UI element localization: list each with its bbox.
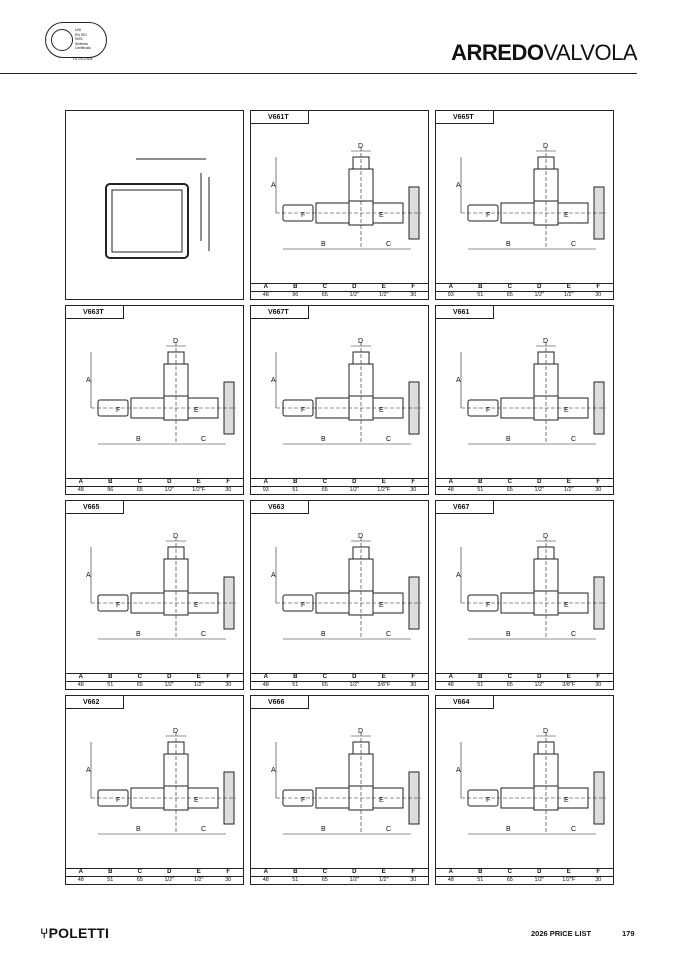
valve-drawing xyxy=(436,501,615,691)
product-panel-v662 xyxy=(65,695,244,885)
dimension-value: 48 xyxy=(66,682,96,690)
dimension-value: 65 xyxy=(125,877,155,885)
dimension-label-a: A xyxy=(271,767,276,774)
dimension-value: 51 xyxy=(466,877,496,885)
dimension-value: 51 xyxy=(96,682,126,690)
dimension-header: F xyxy=(399,479,429,487)
dimension-label-a: A xyxy=(271,182,276,189)
dimension-table xyxy=(66,478,243,494)
dimension-table xyxy=(436,673,613,689)
dimension-value: 65 xyxy=(495,292,525,300)
cert-number: TS 29-2301 xyxy=(72,56,93,61)
dimension-header: A xyxy=(251,284,281,292)
dimension-label-f: F xyxy=(116,797,121,804)
dimension-header: C xyxy=(125,674,155,682)
dimension-label-e: E xyxy=(564,212,569,219)
product-code: V661 xyxy=(436,306,494,319)
header-divider xyxy=(0,73,637,74)
dimension-header: D xyxy=(340,479,370,487)
dimension-value: 30 xyxy=(214,877,244,885)
dimension-header: E xyxy=(554,284,584,292)
dimension-label-b: B xyxy=(506,436,511,443)
dimension-header: D xyxy=(155,479,185,487)
product-code: V664 xyxy=(436,696,494,709)
dimension-label-b: B xyxy=(136,631,141,638)
dimension-value: 51 xyxy=(466,487,496,495)
footer-price-list: 2026 PRICE LIST xyxy=(531,929,592,938)
dimension-header: D xyxy=(155,674,185,682)
dimension-table xyxy=(251,673,428,689)
dimension-value: 48 xyxy=(436,487,466,495)
dimension-value: 1/2" xyxy=(369,292,399,300)
dimension-header: E xyxy=(554,674,584,682)
dimension-header: A xyxy=(436,284,466,292)
dimension-header: E xyxy=(369,284,399,292)
dimension-header: C xyxy=(495,284,525,292)
dimension-header: A xyxy=(251,479,281,487)
cert-text xyxy=(75,28,91,51)
dimension-header: B xyxy=(281,869,311,877)
dimension-value: 65 xyxy=(310,682,340,690)
dimension-label-f: F xyxy=(301,602,306,609)
product-code: V665T xyxy=(436,111,494,124)
product-code: V665 xyxy=(66,501,124,514)
brand-light: VALVOLA xyxy=(543,40,637,65)
cert-line: Certificato xyxy=(75,46,91,50)
grille-inner xyxy=(112,190,182,252)
dimension-label-b: B xyxy=(506,631,511,638)
dimension-label-c: C xyxy=(386,826,392,833)
valve-drawing xyxy=(66,501,245,691)
grille-frame xyxy=(106,184,188,258)
dimension-header: C xyxy=(310,869,340,877)
dimension-value: 1/2" xyxy=(340,292,370,300)
dimension-label-c: C xyxy=(386,631,392,638)
dimension-label-d: D xyxy=(358,143,364,150)
dimension-value: 48 xyxy=(436,682,466,690)
page-number: 179 xyxy=(622,929,635,938)
dimension-value: 1/2" xyxy=(554,292,584,300)
dimension-header: D xyxy=(340,284,370,292)
dimension-value: 65 xyxy=(310,292,340,300)
product-panel-v663t xyxy=(65,305,244,495)
dimension-label-e: E xyxy=(379,212,384,219)
dimension-header: F xyxy=(584,284,614,292)
dimension-label-e: E xyxy=(379,797,384,804)
dimension-value: 96 xyxy=(281,292,311,300)
product-panel-v667 xyxy=(435,500,614,690)
product-panel-v667t xyxy=(250,305,429,495)
seal-ring-icon xyxy=(51,29,73,51)
cert-line: EN ISO xyxy=(75,32,87,37)
dimension-header: C xyxy=(495,479,525,487)
dimension-label-f: F xyxy=(486,797,491,804)
dimension-header: D xyxy=(525,479,555,487)
dimension-value: 1/2" xyxy=(340,877,370,885)
dimension-label-e: E xyxy=(379,602,384,609)
dimension-header: B xyxy=(466,674,496,682)
dimension-header: D xyxy=(340,869,370,877)
dimension-table xyxy=(436,868,613,884)
dimension-value: 30 xyxy=(584,292,614,300)
dimension-value: 1/2" xyxy=(525,877,555,885)
dimension-value: 65 xyxy=(125,487,155,495)
dimension-label-d: D xyxy=(543,338,549,345)
poletti-logo-icon: ⑂ xyxy=(40,925,49,941)
valve-drawing xyxy=(66,306,245,496)
dimension-header: C xyxy=(125,869,155,877)
dimension-header: A xyxy=(251,674,281,682)
certification-seal xyxy=(45,22,107,58)
dimension-label-f: F xyxy=(301,797,306,804)
dimension-label-f: F xyxy=(116,407,121,414)
cert-line: 9001 xyxy=(75,37,83,41)
dimension-value: 1/2" xyxy=(525,682,555,690)
dimension-header: B xyxy=(466,869,496,877)
product-code: V667 xyxy=(436,501,494,514)
dimension-label-b: B xyxy=(321,436,326,443)
dimension-value: 93 xyxy=(436,292,466,300)
dimension-value: 1/2" xyxy=(525,487,555,495)
dimension-header: E xyxy=(369,869,399,877)
product-code: V667T xyxy=(251,306,309,319)
valve-drawing xyxy=(251,696,430,886)
dimension-header: D xyxy=(155,869,185,877)
dimension-label-d: D xyxy=(543,143,549,150)
dimension-value: 1/2" xyxy=(369,877,399,885)
dimension-label-c: C xyxy=(386,241,392,248)
dimension-header: C xyxy=(125,479,155,487)
dimension-label-b: B xyxy=(136,826,141,833)
dimension-header: D xyxy=(525,284,555,292)
dimension-table xyxy=(66,673,243,689)
dimension-label-f: F xyxy=(486,407,491,414)
dimension-value: 30 xyxy=(399,682,429,690)
dimension-header: A xyxy=(66,869,96,877)
dimension-value: 48 xyxy=(251,292,281,300)
product-panel-v661 xyxy=(435,305,614,495)
dimension-label-f: F xyxy=(116,602,121,609)
dimension-header: B xyxy=(466,284,496,292)
dimension-label-f: F xyxy=(486,212,491,219)
dimension-label-c: C xyxy=(571,631,577,638)
dimension-header: A xyxy=(66,479,96,487)
dimension-value: 65 xyxy=(125,682,155,690)
dimension-value: 30 xyxy=(584,877,614,885)
dimension-label-a: A xyxy=(456,767,461,774)
dimension-header: D xyxy=(525,869,555,877)
dimension-label-d: D xyxy=(358,728,364,735)
dimension-label-b: B xyxy=(321,241,326,248)
dimension-label-e: E xyxy=(564,797,569,804)
product-panel-v663 xyxy=(250,500,429,690)
dimension-value: 48 xyxy=(66,877,96,885)
dimension-header: B xyxy=(96,869,126,877)
dimension-label-b: B xyxy=(506,241,511,248)
dimension-header: B xyxy=(96,674,126,682)
dimension-value: 51 xyxy=(281,682,311,690)
product-panel-v665 xyxy=(65,500,244,690)
product-code: V666 xyxy=(251,696,309,709)
product-code: V663 xyxy=(251,501,309,514)
dimension-value: 65 xyxy=(495,877,525,885)
dimension-header: F xyxy=(399,869,429,877)
dimension-label-e: E xyxy=(194,602,199,609)
product-panel-v661t xyxy=(250,110,429,300)
dimension-label-c: C xyxy=(571,436,577,443)
dimension-value: 51 xyxy=(466,292,496,300)
valve-drawing xyxy=(251,501,430,691)
product-panel-v665t xyxy=(435,110,614,300)
dimension-value: 51 xyxy=(281,487,311,495)
dimension-header: A xyxy=(436,479,466,487)
dimension-header: B xyxy=(466,479,496,487)
dimension-header: D xyxy=(525,674,555,682)
footer-logo-text: POLETTI xyxy=(48,925,110,941)
dimension-label-c: C xyxy=(386,436,392,443)
dimension-label-f: F xyxy=(301,212,306,219)
dimension-header: E xyxy=(554,869,584,877)
dimension-label-c: C xyxy=(571,241,577,248)
dimension-header: F xyxy=(399,674,429,682)
dimension-value: 1/2" xyxy=(155,487,185,495)
dimension-label-e: E xyxy=(194,407,199,414)
dimension-label-d: D xyxy=(173,728,179,735)
dimension-value: 30 xyxy=(399,877,429,885)
dimension-label-f: F xyxy=(301,407,306,414)
product-code: V663T xyxy=(66,306,124,319)
dimension-value: 48 xyxy=(251,682,281,690)
valve-drawing xyxy=(436,696,615,886)
dimension-header: B xyxy=(96,479,126,487)
dimension-table xyxy=(436,478,613,494)
dimension-table xyxy=(436,283,613,299)
dimension-label-d: D xyxy=(173,338,179,345)
dimension-label-c: C xyxy=(571,826,577,833)
valve-drawing xyxy=(251,306,430,496)
dimension-label-b: B xyxy=(321,826,326,833)
dimension-value: 30 xyxy=(399,292,429,300)
dimension-label-a: A xyxy=(456,572,461,579)
dimension-value: 30 xyxy=(214,487,244,495)
product-photo xyxy=(66,111,245,301)
dimension-label-c: C xyxy=(201,631,207,638)
dimension-table xyxy=(66,868,243,884)
dimension-header: D xyxy=(340,674,370,682)
product-panel-v666 xyxy=(250,695,429,885)
dimension-header: F xyxy=(214,674,244,682)
dimension-header: E xyxy=(554,479,584,487)
dimension-value: 1/2" xyxy=(525,292,555,300)
cert-line: UNI xyxy=(75,28,82,32)
dimension-label-a: A xyxy=(271,572,276,579)
dimension-value: 51 xyxy=(466,682,496,690)
dimension-value: 1/2"F xyxy=(369,487,399,495)
dimension-value: 65 xyxy=(310,487,340,495)
dimension-value: 30 xyxy=(584,487,614,495)
dimension-header: A xyxy=(436,869,466,877)
dimension-header: C xyxy=(495,869,525,877)
dimension-header: E xyxy=(184,869,214,877)
dimension-header: C xyxy=(310,479,340,487)
dimension-value: 30 xyxy=(214,682,244,690)
dimension-header: E xyxy=(184,674,214,682)
dimension-label-e: E xyxy=(564,407,569,414)
dimension-header: E xyxy=(184,479,214,487)
dimension-value: 3/8"F xyxy=(369,682,399,690)
dimension-value: 51 xyxy=(96,877,126,885)
dimension-label-f: F xyxy=(486,602,491,609)
product-code: V661T xyxy=(251,111,309,124)
valve-drawing xyxy=(436,111,615,301)
dimension-value: 65 xyxy=(495,682,525,690)
dimension-table xyxy=(251,868,428,884)
dimension-header: C xyxy=(310,284,340,292)
dimension-value: 65 xyxy=(310,877,340,885)
dimension-header: A xyxy=(251,869,281,877)
dimension-table xyxy=(251,478,428,494)
dimension-header: F xyxy=(214,479,244,487)
dimension-table xyxy=(251,283,428,299)
dimension-value: 30 xyxy=(399,487,429,495)
brand-title xyxy=(451,40,637,66)
dimension-value: 1/2" xyxy=(554,487,584,495)
dimension-label-a: A xyxy=(86,377,91,384)
dimension-label-a: A xyxy=(86,572,91,579)
dimension-label-e: E xyxy=(194,797,199,804)
valve-drawing xyxy=(436,306,615,496)
dimension-label-e: E xyxy=(564,602,569,609)
dimension-label-d: D xyxy=(173,533,179,540)
dimension-value: 93 xyxy=(251,487,281,495)
dimension-label-a: A xyxy=(456,377,461,384)
dimension-header: F xyxy=(584,869,614,877)
dimension-label-d: D xyxy=(543,533,549,540)
cert-line: Sistema xyxy=(75,41,88,46)
dimension-value: 96 xyxy=(96,487,126,495)
dimension-value: 1/2" xyxy=(155,682,185,690)
dimension-header: F xyxy=(399,284,429,292)
dimension-value: 3/8"F xyxy=(554,682,584,690)
brand-bold: ARREDO xyxy=(451,40,544,65)
dimension-label-a: A xyxy=(271,377,276,384)
dimension-value: 30 xyxy=(584,682,614,690)
valve-drawing xyxy=(66,696,245,886)
dimension-header: E xyxy=(369,479,399,487)
dimension-header: A xyxy=(436,674,466,682)
dimension-header: B xyxy=(281,479,311,487)
dimension-label-a: A xyxy=(456,182,461,189)
dimension-label-b: B xyxy=(136,436,141,443)
dimension-value: 1/2"F xyxy=(184,487,214,495)
dimension-value: 48 xyxy=(436,877,466,885)
dimension-value: 1/2" xyxy=(340,487,370,495)
dimension-header: C xyxy=(310,674,340,682)
dimension-value: 1/2" xyxy=(184,877,214,885)
valve-drawing xyxy=(251,111,430,301)
product-photo-panel xyxy=(65,110,244,300)
dimension-value: 65 xyxy=(495,487,525,495)
dimension-label-a: A xyxy=(86,767,91,774)
footer-logo xyxy=(40,925,109,941)
dimension-header: F xyxy=(214,869,244,877)
dimension-label-c: C xyxy=(201,826,207,833)
dimension-header: F xyxy=(584,479,614,487)
dimension-value: 1/2"F xyxy=(554,877,584,885)
product-panel-v664 xyxy=(435,695,614,885)
dimension-label-b: B xyxy=(321,631,326,638)
dimension-label-d: D xyxy=(358,533,364,540)
dimension-value: 1/2" xyxy=(155,877,185,885)
dimension-header: F xyxy=(584,674,614,682)
dimension-header: A xyxy=(66,674,96,682)
dimension-header: B xyxy=(281,284,311,292)
dimension-label-d: D xyxy=(543,728,549,735)
product-code: V662 xyxy=(66,696,124,709)
dimension-header: C xyxy=(495,674,525,682)
dimension-label-d: D xyxy=(358,338,364,345)
dimension-value: 1/2" xyxy=(340,682,370,690)
dimension-header: B xyxy=(281,674,311,682)
dimension-value: 48 xyxy=(251,877,281,885)
dimension-label-b: B xyxy=(506,826,511,833)
dimension-label-c: C xyxy=(201,436,207,443)
dimension-value: 51 xyxy=(281,877,311,885)
dimension-value: 1/2" xyxy=(184,682,214,690)
dimension-header: E xyxy=(369,674,399,682)
dimension-value: 48 xyxy=(66,487,96,495)
dimension-label-e: E xyxy=(379,407,384,414)
